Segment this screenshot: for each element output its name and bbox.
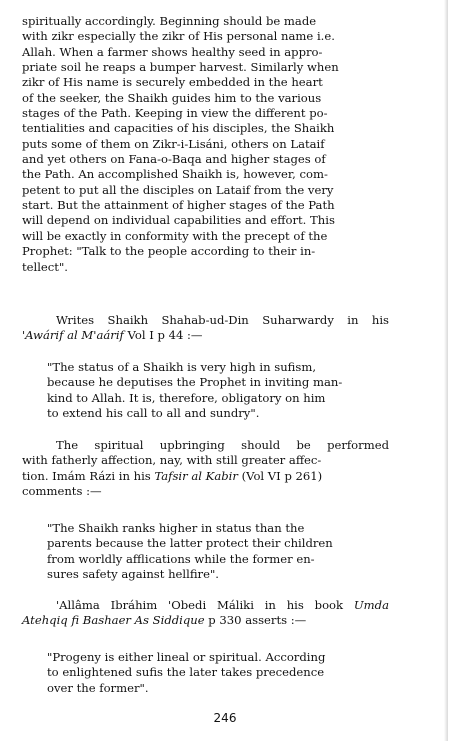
text-line: zikr of His name is securely embedded in the heart — [22, 75, 323, 90]
text-line: "The status of a Shaikh is very high in sufism, — [47, 360, 317, 374]
text-line: because he deputises the Prophet in inviting man- — [47, 375, 343, 390]
block-quote-1 — [47, 360, 423, 421]
body-paragraph-4 — [22, 598, 423, 629]
text-line: The spiritual upbringing should be performed — [56, 438, 389, 452]
text-line: will depend on individual capabilities and effort. This — [22, 213, 335, 228]
text-line: Writes Shaikh Shahab-ud-Din Suharwardy in his — [56, 313, 389, 327]
text-line: from worldly afflications while the former en- — [47, 551, 315, 566]
body-paragraph-3 — [22, 438, 423, 499]
text-line: spiritually accordingly. Beginning should be made — [22, 14, 317, 28]
text-line: sures safety against hellfire". — [47, 567, 219, 582]
text-line: to enlightened sufis the later takes precedence — [47, 665, 325, 680]
text-line: the Path. An accomplished Shaikh is, however, com- — [22, 167, 328, 182]
text-line: petent to put all the disciples on Lataif from the very — [22, 182, 334, 197]
text-line: tentialities and capacities of his disciples, the Shaikh — [22, 121, 335, 136]
text-line: priate soil he reaps a bumper harvest. Similarly when — [22, 60, 339, 75]
text-line: of the seeker, the Shaikh guides him to the various — [22, 90, 322, 105]
text-line: kind to Allah. It is, therefore, obligatory on him — [47, 390, 326, 405]
block-quote-2 — [47, 521, 423, 582]
text-line — [22, 469, 423, 484]
body-paragraph-1 — [22, 14, 423, 275]
text-line: Prophet: "Talk to the people according to their in- — [22, 244, 316, 259]
book-title: Atehqiq fi Bashaer As Siddique — [22, 613, 205, 628]
text-line: and yet others on Fana-o-Baqa and higher stages of — [22, 152, 326, 167]
text-line: over the former". — [47, 680, 149, 695]
text-line — [22, 328, 423, 343]
book-title: Tafsir al Kabir — [154, 468, 238, 483]
text-line: with zikr especially the zikr of His personal name i.e. — [22, 29, 335, 44]
text-segment: tion. Imám Rázi in his — [22, 468, 155, 483]
text-line: start. But the attainment of higher stages of the Path — [22, 198, 335, 213]
text-line: tellect". — [22, 259, 68, 274]
text-line: comments :— — [22, 484, 102, 499]
text-line: "The Shaikh ranks higher in status than the — [47, 521, 305, 535]
citation: p 330 asserts :— — [204, 613, 307, 628]
body-paragraph-2 — [22, 313, 423, 344]
text-segment: 'Allâma Ibráhim 'Obedi Máliki in his book — [56, 598, 354, 612]
text-line: to extend his call to all and sundry". — [47, 406, 260, 421]
citation: Vol I p 44 :— — [123, 328, 203, 343]
block-quote-3 — [47, 650, 423, 696]
text-line — [22, 598, 423, 613]
text-line: "Progeny is either lineal or spiritual. According — [47, 650, 326, 664]
text-line — [22, 613, 423, 628]
citation: (Vol VI p 261) — [237, 468, 323, 483]
text-line: Allah. When a farmer shows healthy seed in appro- — [22, 44, 323, 59]
text-line: stages of the Path. Keeping in view the different po- — [22, 106, 328, 121]
text-line: parents because the latter protect their children — [47, 536, 333, 551]
text-line: will be exactly in conformity with the precept of the — [22, 228, 328, 243]
book-title: Umda — [353, 598, 389, 612]
book-title: 'Awárif al M'aárif — [22, 328, 124, 343]
page-number: 246 — [213, 711, 237, 725]
page-edge-shadow — [444, 0, 448, 741]
text-line: puts some of them on Zikr-i-Lisáni, others on Lataif — [22, 136, 325, 151]
text-line: with fatherly affection, nay, with still greater affec- — [22, 453, 322, 468]
